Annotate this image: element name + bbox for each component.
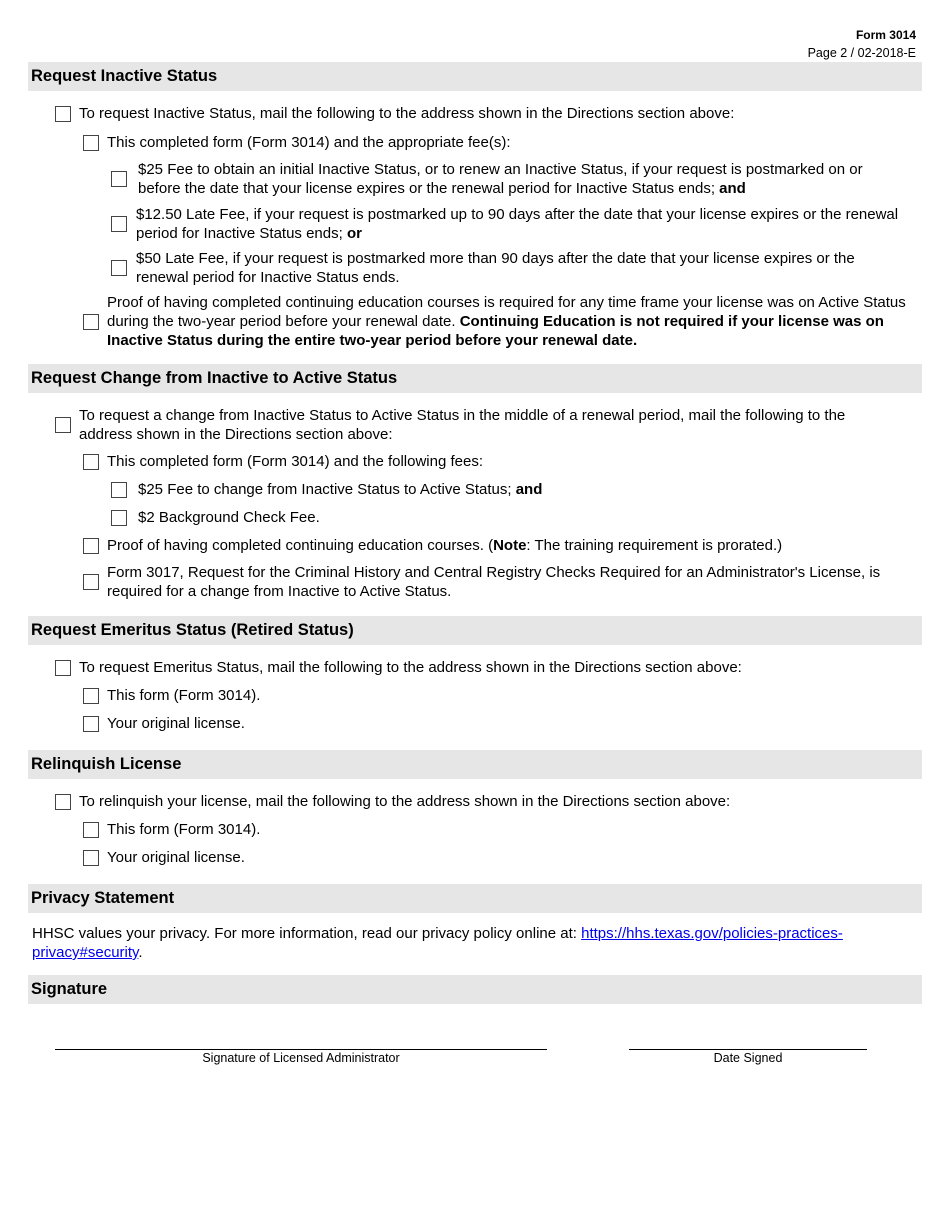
relinquish-item2-row bbox=[83, 848, 915, 867]
section-header-privacy: Privacy Statement bbox=[28, 884, 922, 913]
relinquish-item1-row bbox=[83, 820, 915, 839]
emeritus-item1-row bbox=[83, 686, 915, 705]
to-active-intro-checkbox[interactable] bbox=[55, 417, 71, 433]
page-info: Page 2 / 02-2018-E bbox=[807, 46, 916, 60]
to-active-fee1-row bbox=[111, 480, 915, 499]
to-active-form3017-checkbox[interactable] bbox=[83, 574, 99, 590]
relinquish-intro-checkbox[interactable] bbox=[55, 794, 71, 810]
section-header-emeritus: Request Emeritus Status (Retired Status) bbox=[28, 616, 922, 645]
to-active-intro-row bbox=[55, 406, 915, 444]
relinquish-item1-text: This form (Form 3014). bbox=[107, 821, 261, 838]
inactive-form-checkbox[interactable] bbox=[83, 135, 99, 151]
section-header-to-active: Request Change from Inactive to Active Status bbox=[28, 364, 922, 393]
to-active-ce-row bbox=[83, 536, 915, 555]
section-header-signature: Signature bbox=[28, 975, 922, 1004]
to-active-fee2-checkbox[interactable] bbox=[111, 510, 127, 526]
inactive-intro-checkbox[interactable] bbox=[55, 106, 71, 122]
emeritus-item1-checkbox[interactable] bbox=[83, 688, 99, 704]
section-header-inactive: Request Inactive Status bbox=[28, 62, 922, 91]
date-signed-line[interactable] bbox=[629, 1049, 867, 1050]
relinquish-intro-text: To relinquish your license, mail the following to the address shown in the Directions section above: bbox=[79, 793, 731, 810]
to-active-form-text: This completed form (Form 3014) and the following fees: bbox=[107, 453, 484, 470]
date-signed-label: Date Signed bbox=[713, 1051, 783, 1065]
inactive-ce-checkbox[interactable] bbox=[83, 314, 99, 330]
to-active-form-row bbox=[83, 452, 915, 471]
relinquish-item1-checkbox[interactable] bbox=[83, 822, 99, 838]
inactive-fee2-checkbox[interactable] bbox=[111, 216, 127, 232]
to-active-fee2-row bbox=[111, 508, 915, 527]
section-header-relinquish: Relinquish License bbox=[28, 750, 922, 779]
to-active-form-checkbox[interactable] bbox=[83, 454, 99, 470]
inactive-fee3-text: $50 Late Fee, if your request is postmarked more than 90 days after the date that your license expires or the renewal period for Inactive Status ends. bbox=[136, 250, 855, 286]
to-active-intro-text: To request a change from Inactive Status to Active Status in the middle of a renewal period, mail the following to the address shown in the Directions section above: bbox=[79, 407, 846, 443]
to-active-fee1-text: $25 Fee to change from Inactive Status to Active Status; and bbox=[138, 481, 543, 498]
to-active-fee2-text: $2 Background Check Fee. bbox=[138, 509, 320, 526]
inactive-fee1-text: $25 Fee to obtain an initial Inactive Status, or to renew an Inactive Status, if your request is postmarked on or before the date that your license expires or the renewal period for Inactive Status ends; and bbox=[138, 161, 863, 197]
emeritus-item1-text: This form (Form 3014). bbox=[107, 687, 261, 704]
signature-line[interactable] bbox=[55, 1049, 547, 1050]
inactive-intro-row bbox=[55, 104, 915, 123]
inactive-fee1-row bbox=[111, 160, 915, 198]
to-active-form3017-row bbox=[83, 563, 915, 601]
emeritus-item2-checkbox[interactable] bbox=[83, 716, 99, 732]
inactive-fee1-checkbox[interactable] bbox=[111, 171, 127, 187]
inactive-form-row bbox=[83, 133, 915, 152]
inactive-ce-text: Proof of having completed continuing education courses is required for any time frame your license was on Active Status during the two-year period before your renewal date. Continuing Education is not required if your license was on Inactive Status during the entire two-year period before your renewal date. bbox=[107, 294, 906, 349]
to-active-ce-checkbox[interactable] bbox=[83, 538, 99, 554]
emeritus-intro-checkbox[interactable] bbox=[55, 660, 71, 676]
to-active-ce-text: Proof of having completed continuing education courses. (Note: The training requirement is prorated.) bbox=[107, 537, 783, 554]
inactive-fee3-row bbox=[111, 249, 915, 287]
inactive-fee2-text: $12.50 Late Fee, if your request is postmarked up to 90 days after the date that your license expires or the renewal period for Inactive Status ends; or bbox=[136, 206, 899, 242]
inactive-fee3-checkbox[interactable] bbox=[111, 260, 127, 276]
inactive-ce-row bbox=[83, 293, 915, 350]
to-active-form3017-text: Form 3017, Request for the Criminal History and Central Registry Checks Required for an Administrator's License, is required for a change from Inactive to Active Status. bbox=[107, 564, 881, 600]
inactive-intro-text: To request Inactive Status, mail the following to the address shown in the Directions section above: bbox=[79, 105, 735, 122]
inactive-fee2-row bbox=[111, 205, 915, 243]
emeritus-intro-text: To request Emeritus Status, mail the following to the address shown in the Directions section above: bbox=[79, 659, 742, 676]
inactive-form-text: This completed form (Form 3014) and the appropriate fee(s): bbox=[107, 134, 511, 151]
signature-label: Signature of Licensed Administrator bbox=[202, 1051, 400, 1065]
relinquish-item2-text: Your original license. bbox=[107, 849, 245, 866]
privacy-policy-link[interactable]: https://hhs.texas.gov/policies-practices- privacy#security bbox=[32, 925, 843, 961]
relinquish-intro-row bbox=[55, 792, 915, 811]
emeritus-item2-text: Your original license. bbox=[107, 715, 245, 732]
privacy-text: HHSC values your privacy. For more information, read our privacy policy online at: https://hhs.texas.gov/policies-practices- privacy#security. bbox=[32, 925, 843, 961]
form-number: Form 3014 bbox=[855, 28, 916, 42]
to-active-fee1-checkbox[interactable] bbox=[111, 482, 127, 498]
emeritus-item2-row bbox=[83, 714, 915, 733]
emeritus-intro-row bbox=[55, 658, 915, 677]
relinquish-item2-checkbox[interactable] bbox=[83, 850, 99, 866]
